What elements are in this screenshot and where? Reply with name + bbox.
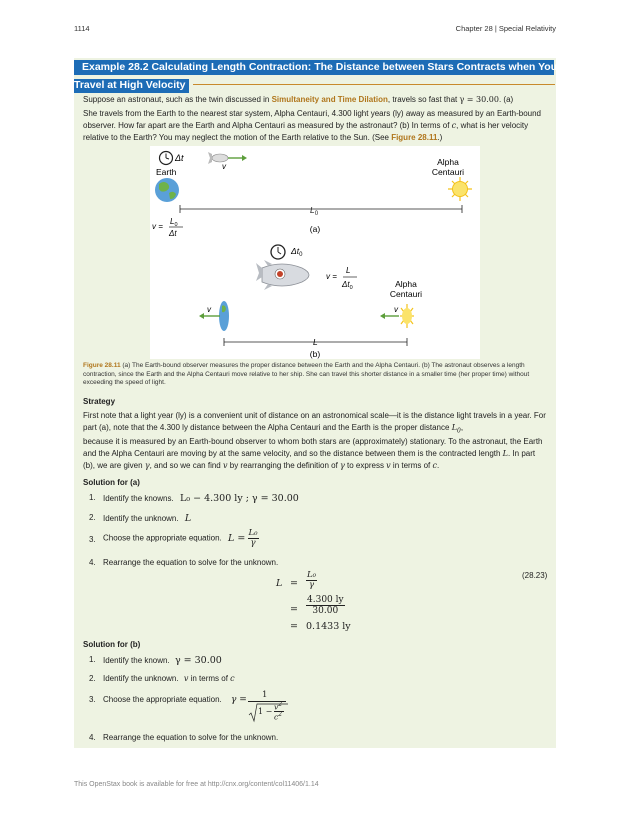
eq-b-numerator: L <box>346 266 351 275</box>
eq-b-sub: 0 <box>349 285 353 291</box>
eq-b-denominator <box>341 280 353 291</box>
caption-text: (a) The Earth-bound observer measures the proper distance between the Earth and the Alpha Centauri. (b) The astronaut observes a length contraction, since the Earth and the Alpha Centauri move relative to her ship. She can travel this shorter distance in a smaller time (her proper time) without exceeding the speed of light. <box>83 362 530 386</box>
strategy-text: by rearranging the definition of <box>227 461 341 470</box>
solution-b-step-1 <box>103 655 222 666</box>
star-icon-a <box>448 177 472 201</box>
velocity-label-b1: v <box>207 305 211 314</box>
v-inline-2: v <box>386 461 391 470</box>
step-number: 3. <box>89 535 96 544</box>
c-symbol: c <box>230 674 235 683</box>
strategy-text: to express <box>344 461 387 470</box>
eq-a-L0: L <box>170 217 175 226</box>
strategy-text: , and so we can find <box>149 461 223 470</box>
gamma-value: γ = 30.00 <box>459 95 499 104</box>
strategy-text: in terms of <box>390 461 433 470</box>
proper-time-label <box>290 246 303 258</box>
alpha-label-a1: Alpha <box>437 157 459 167</box>
velocity-label-b2: v <box>394 305 398 314</box>
solution-b-step-3: Choose the appropriate equation. <box>103 695 222 704</box>
t0-subscript: 0 <box>299 252 303 258</box>
L0-inline <box>451 423 464 435</box>
step-text: Identify the unknown. <box>103 674 179 683</box>
clock-icon-b <box>271 245 285 259</box>
strategy-paragraph-1 <box>83 410 548 438</box>
eq-row-1-lhs: L <box>276 578 283 589</box>
c-symbol: c <box>451 121 457 130</box>
intro-text: She travels from the Earth to the nearest star system, Alpha Centauri, 4.300 light years (ly) away as measured by an Earth-bound observer. How far apart are the Earth and Alpha Centauri as measured by the astronaut? (b) In terms of <box>83 109 542 130</box>
eq-frac-2-den: 30.00 <box>312 606 339 616</box>
solution-b-heading: Solution for (b) <box>83 640 141 649</box>
eq-a-numerator <box>170 217 178 228</box>
L0-symbol: L <box>310 205 315 215</box>
clock-icon <box>160 152 173 165</box>
gamma-equation <box>231 690 301 722</box>
strategy-text: , <box>460 423 464 432</box>
eq-frac-2 <box>306 595 345 616</box>
gamma-lhs: γ = <box>231 695 247 705</box>
solution-a-step-1 <box>103 493 299 504</box>
equation-number: (28.23) <box>522 571 548 580</box>
known-math: γ = 30.00 <box>174 655 222 666</box>
earth-contracted-icon <box>199 301 229 331</box>
eq-a-denominator: Δt <box>169 229 177 238</box>
intro-text: . (a) <box>498 95 514 104</box>
intro-text: Suppose an astronaut, such as the twin discussed in <box>83 95 272 104</box>
figure-diagram <box>150 146 480 359</box>
eq-frac-2-num: 4.300 ly <box>307 595 344 605</box>
delta-t-label: Δt <box>175 153 184 163</box>
part-b-label: (b) <box>309 349 321 359</box>
alpha-label-b1: Alpha <box>395 279 417 289</box>
eq-row-2-rhs <box>306 595 345 616</box>
velocity-equation-a: v = <box>152 222 163 231</box>
eq-a-L0-sub: 0 <box>174 222 178 228</box>
c-sym: c <box>274 712 279 722</box>
solution-a-step-4: Rearrange the equation to solve for the unknown. <box>103 558 279 567</box>
step-text: Identify the knowns. <box>103 494 174 503</box>
eq-row-1-rhs <box>306 571 317 590</box>
solution-a-step-3 <box>103 529 259 548</box>
rocket-icon-small <box>208 152 247 164</box>
c-inline: c <box>432 461 437 470</box>
c-squared <box>274 711 282 722</box>
v-exp: 2 <box>278 701 283 708</box>
strategy-heading: Strategy <box>83 397 116 406</box>
chapter-header: Chapter 28 | Special Relativity <box>455 24 556 33</box>
solution-b-step-2 <box>103 674 235 683</box>
sqrt-one-minus: 1 − <box>258 707 273 716</box>
eq-row-1-eq: = <box>290 578 298 589</box>
eq-row-2-eq: = <box>290 604 298 615</box>
v-squared <box>274 701 282 712</box>
eq-row-3-eq: = <box>290 621 298 632</box>
L-label: L <box>313 337 318 347</box>
delta-t0-symbol: Δt <box>291 246 300 256</box>
page-number: 1114 <box>74 24 90 33</box>
figure-caption <box>83 362 548 388</box>
velocity-label-a: v <box>222 162 226 171</box>
example-title <box>74 60 556 93</box>
intro-text: .) <box>437 133 443 142</box>
alpha-label-a2: Centauri <box>431 167 465 177</box>
step-number: 2. <box>89 513 96 522</box>
earth-icon <box>155 178 179 202</box>
proper-distance-line <box>180 205 462 213</box>
step-number: 4. <box>89 558 96 567</box>
L0-subscript: 0 <box>314 211 319 217</box>
intro-text: , what is her velocity relative to the Earth? You may neglect the motion of the Earth relative to the Sun. (See <box>83 121 529 142</box>
step-number: 1. <box>89 493 96 502</box>
step-text: in terms of <box>188 674 231 683</box>
intro-paragraph-1 <box>83 94 548 106</box>
step-number: 4. <box>89 733 96 742</box>
title-line-2: Travel at High Velocity <box>74 79 189 93</box>
step-text: Identify the known. <box>103 656 170 665</box>
eq-frac-1-den: γ <box>308 580 315 590</box>
L0-inline-symbol: L <box>451 423 457 432</box>
c-exp: 2 <box>278 711 283 718</box>
L0-label <box>310 205 319 217</box>
step-number: 2. <box>89 674 96 683</box>
step-text: Choose the appropriate equation. <box>103 533 222 543</box>
equation-lhs: L = <box>228 532 246 544</box>
gamma-numerator: 1 <box>262 690 268 700</box>
velocity-equation-b: v = <box>326 272 337 281</box>
eq-frac-1 <box>306 571 317 590</box>
solution-b-step-4: Rearrange the equation to solve for the unknown. <box>103 733 279 742</box>
intro-paragraph-2 <box>83 108 548 144</box>
step-number: 1. <box>89 655 96 664</box>
eq-b-dt0: Δt <box>342 280 350 289</box>
gamma-inline: γ <box>144 461 150 470</box>
step-number: 3. <box>89 695 96 704</box>
figure-link[interactable]: Figure 28.11 <box>391 133 438 142</box>
L0-inline-sub: 0 <box>457 427 461 435</box>
eq-row-3-result: 0.1433 ly <box>306 621 351 632</box>
title-underline <box>193 84 555 85</box>
eq-frac-1-num: L₀ <box>307 570 317 580</box>
equation-fraction <box>248 529 259 548</box>
footer-notice: This OpenStax book is available for free at http://cnx.org/content/col11406/1.14 <box>74 781 319 788</box>
solution-a-step-2 <box>103 513 191 524</box>
figure-28-11 <box>150 146 480 359</box>
intro-text: , travels so fast that <box>387 95 460 104</box>
unknown-math: L <box>184 513 192 524</box>
rocket-icon <box>256 260 309 290</box>
title-line-1: Example 28.2 Calculating Length Contraction: The Distance between Stars Contracts when You <box>74 60 554 75</box>
strategy-paragraph-2 <box>83 436 548 472</box>
solution-a-heading: Solution for (a) <box>83 478 140 487</box>
alpha-label-b2: Centauri <box>389 289 423 299</box>
simultaneity-link[interactable]: Simultaneity and Time Dilation <box>271 95 388 104</box>
strategy-text: . In part (b), we are given <box>83 449 536 470</box>
v-inline: v <box>222 461 228 470</box>
frac-den: γ <box>250 538 256 548</box>
gamma-inline-2: γ <box>340 461 345 470</box>
v-symbol: v <box>183 674 189 683</box>
earth-label: Earth <box>156 167 177 177</box>
part-a-label: (a) <box>309 224 321 234</box>
v-sym: v <box>274 702 279 712</box>
strategy-text: First note that a light year (ly) is a convenient unit of distance on an astronomical scale—it is the distance light travels in a year. For part (a), note that the 4.300 ly distance between the Alpha Centauri and the Earth is the proper distance <box>83 411 546 432</box>
strategy-text: . <box>436 461 440 470</box>
L-inline: L <box>502 449 508 458</box>
caption-label: Figure 28.11 <box>83 362 121 369</box>
knowns-math: L₀ − 4.300 ly ; γ = 30.00 <box>179 493 299 504</box>
frac-num: L₀ <box>248 528 258 538</box>
strategy-text: because it is measured by an Earth-bound observer to whom both stars are (approximately) stationary. To the astronaut, the Earth and the Alpha Centauri are moving by at the same velocity, and so the distance between them is the contracted length <box>83 437 543 458</box>
step-text: Identify the unknown. <box>103 514 179 523</box>
